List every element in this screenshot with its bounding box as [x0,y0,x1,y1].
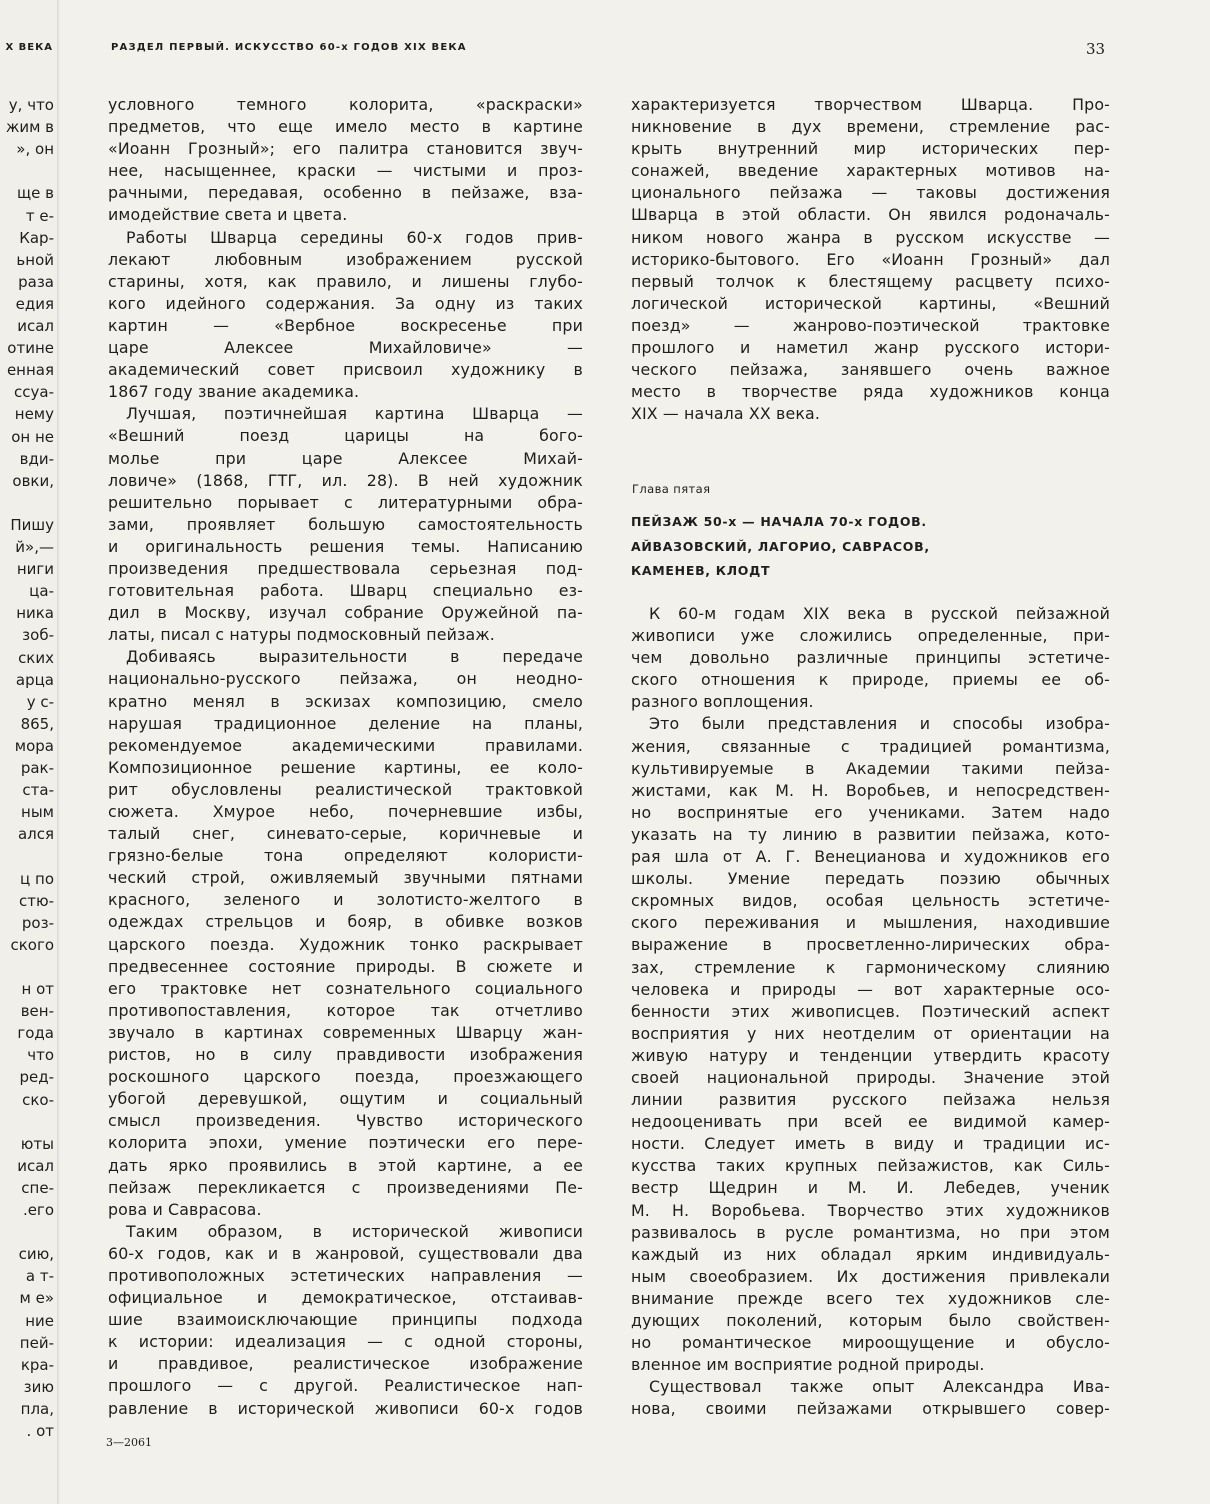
text-line: и оригинальность решения темы. Написанию [108,536,583,556]
previous-page-line: жим в [5,118,54,137]
previous-page-line: отине [7,339,54,358]
text-line: латы, писал с натуры подмосковный пейзаж. [108,625,495,645]
text-line: культивируемые в Академии такими пейза- [631,758,1110,778]
text-line: нарушая традиционное деление на планы, [108,713,583,733]
chapter-title-line: КАМЕНЕВ, КЛОДТ [631,563,771,578]
previous-page-line: у, что [8,96,54,114]
text-line: одеждах стрельцов и бояр, в обивке возков [108,912,583,932]
previous-page-line: енная [6,361,54,380]
text-line: 1867 году звание академика. [108,382,360,402]
text-line: линии развития русского пейзажа нельзя [631,1090,1110,1110]
text-line: выражение в просветленно-лирических обра- [631,935,1110,955]
previous-page-line: арца [15,670,54,689]
text-line: недооценивать при всей ее видимой камер- [631,1112,1110,1132]
text-line: смысл произведения. Чувство исторического [108,1111,583,1131]
previous-page-fragment [0,0,56,1504]
previous-page-line: зию [23,1377,54,1396]
text-line: ным своеобразием. Их достижения привлекали [631,1266,1110,1286]
text-line: прошлого и наметил жанр русского истори- [631,338,1110,358]
previous-page-line: рак- [20,759,54,777]
text-line: ческого пейзажа, занявшего очень важное [631,360,1110,380]
book-gutter [57,0,60,1504]
text-line: вестр Щедрин и М. И. Лебедев, ученик [631,1178,1110,1198]
text-line: поезд» — жанрово-поэтической трактовке [631,315,1110,335]
text-line: кратно менял в эскизах композицию, смело [108,691,583,711]
previous-page-line: мора [14,736,54,755]
previous-page-line: вен- [20,1002,54,1021]
text-line: каждый из них обладал ярким индивидуаль- [631,1244,1110,1264]
text-line: первый толчок к блестящему расцвету психо- [631,271,1110,291]
text-line: Существовал также опыт Александра Ива- [649,1377,1110,1397]
previous-page-line: года [17,1024,54,1043]
text-line: «Иоанн Грозный»; его палитра становится звуч- [108,139,583,159]
text-line: человека и природы — вот характерные осо- [631,979,1110,999]
text-line: академический совет присвоил художнику в [108,360,583,380]
text-line: к истории: идеализация — с одной стороны, [108,1332,583,1352]
text-line: убогой деревушкой, ощутим и социальный [108,1089,583,1109]
text-line: царского поезда. Художник тонко раскрывает [108,934,583,954]
text-line: логической исторической картины, «Вешний [631,293,1110,313]
text-line: XIX — начала XX века. [631,404,821,424]
text-line: зами, проявляет большую самостоятельность [108,514,583,534]
text-line: пейзаж перекликается с произведениями Пе- [108,1177,583,1197]
text-line: жения, связанные с традицией романтизма, [631,736,1110,756]
text-line: нова, своими пейзажами открывшего совер- [631,1399,1110,1419]
previous-page-line: он не [11,427,54,446]
text-line: 60-х годов, как и в жанровой, существовали два [108,1243,583,1263]
text-line: школы. Умение передать поэзию обычных [631,869,1110,889]
text-line: ского переживания и мышления, находившие [631,913,1110,933]
text-line: сюжета. Хмурое небо, почерневшие избы, [108,802,583,821]
text-line: прошлого — с другой. Реалистическое нап- [108,1376,583,1396]
text-line: готовительная работа. Шварц специально ез- [108,581,583,601]
text-line: живую натуру и тенденции утвердить красоту [631,1045,1110,1065]
text-line: «Вешний поезд царицы на бого- [108,426,583,446]
previous-page-line: », он [16,140,54,159]
text-line: произведения предшествовала серьезная под- [108,558,583,578]
printer-signature: 3—2061 [106,1436,152,1449]
chapter-title [631,510,930,584]
text-line: Лучшая, поэтичнейшая картина Шварца — [126,404,583,424]
text-line: восприятия у них неотделим от ориентации на [631,1023,1110,1043]
previous-page-line: юты [20,1134,54,1153]
text-line: Добиваясь выразительности в передаче [126,647,583,667]
text-line: грязно-белые тона определяют колористи- [108,846,583,866]
text-line: чем довольно различные принципы эстетиче- [631,648,1110,668]
text-line: противоположных эстетических направления — [108,1265,583,1285]
text-line: Это были представления и способы изобра- [649,714,1110,734]
text-line: крыть внутренний мир исторических пер- [631,139,1110,159]
text-line: решительно порывает с литературными обра- [108,492,583,512]
previous-page-line: ссуа- [14,383,54,402]
text-line: указать на ту линию в развитии пейзажа, кото- [631,824,1110,844]
previous-page-line: роз- [21,913,54,932]
previous-page-line: ских [18,648,54,667]
previous-page-line: зоб- [22,626,54,645]
text-line: рова и Саврасова. [108,1199,262,1219]
text-line: ционального пейзажа — таковы достижения [631,183,1110,203]
previous-page-line: спе- [21,1178,54,1197]
previous-page-line: исал [17,317,54,335]
text-line: характеризуется творчеством Шварца. Про- [631,95,1110,114]
text-line: но романтическое мироощущение и обусло- [631,1333,1110,1353]
left-text-column [108,94,583,1420]
previous-page-line: ние [25,1311,54,1330]
previous-page-line: ста- [22,781,54,800]
text-line: ловиче» (1868, ГТГ, ил. 28). В ней художник [108,470,583,490]
text-line: молье при царе Алексее Михай- [108,448,583,468]
text-line: рая шла от А. Г. Венецианова и художников его [631,847,1110,867]
text-line: рекомендуемое академическими правилами. [108,735,583,755]
text-line: нее, насыщеннее, краски — чистыми и проз- [108,161,583,181]
previous-page-line: . от [26,1422,54,1440]
previous-page-line: овки, [12,471,54,490]
chapter-label: Глава пятая [632,482,711,496]
text-line: условного темного колорита, «раскраски» [108,95,583,114]
previous-page-running-head: Х ВЕКА [5,42,53,53]
chapter-title-line: АЙВАЗОВСКИЙ, ЛАГОРИО, САВРАСОВ, [631,538,930,554]
previous-page-line: .его [22,1201,54,1219]
previous-page-line: Пишу [10,515,54,534]
previous-page-line: 865, [20,714,54,733]
previous-page-line: ьной [16,250,54,269]
previous-page-line: ниги [16,560,54,579]
previous-page-line: т е- [25,206,54,225]
text-line: официальное и демократическое, отстаивав- [108,1288,583,1308]
previous-page-line: н от [21,980,54,998]
text-line: скромных видов, особая цельность эстетиче- [631,891,1110,911]
text-line: вленное им восприятие родной природы. [631,1355,985,1375]
chapter-title-line: ПЕЙЗАЖ 50-х — НАЧАЛА 70-х ГОДОВ. [631,514,927,529]
text-line: К 60-м годам XIX века в русской пейзажной [649,604,1110,623]
previous-page-line: стю- [18,891,54,910]
text-line: ческий строй, оживляемый звучными пятнами [108,868,583,888]
text-line: предвесеннее состояние природы. В сюжете и [108,956,583,976]
previous-page-line: у с- [26,692,54,711]
previous-page-line: ался [17,825,54,844]
text-line: Композиционное решение картины, ее коло- [108,757,583,777]
text-line: противопоставления, которое так отчетливо [108,1000,583,1020]
previous-page-line: вди- [19,449,54,468]
text-line: зах, стремление к гармоническому слиянию [631,957,1110,977]
previous-page-line: ным [21,803,54,822]
text-line: национально-русского пейзажа, он неодно- [108,669,583,689]
text-line: кусства таких крупных пейзажистов, как Силь- [631,1156,1110,1176]
previous-page-line: ско- [22,1090,54,1109]
text-line: шие взаимоисключающие принципы подхода [108,1310,583,1330]
text-line: царе Алексее Михайловиче» — [108,338,583,358]
text-line: талый снег, синевато-серые, коричневые и [108,824,583,844]
text-line: рит обусловлены реалистической трактовкой [108,779,583,799]
text-line: Работы Шварца середины 60-х годов прив- [126,227,583,247]
text-line: Шварца в этой области. Он явился родоначаль- [631,205,1110,225]
text-line: внимание прежде всего тех художников сле- [631,1288,1110,1308]
text-line: жистами, как М. Н. Воробьев, и непосредствен- [631,780,1110,800]
text-line: имодействие света и цвета. [108,205,348,225]
text-line: равление в исторической живописи 60-х годов [108,1398,583,1418]
text-line: разного воплощения. [631,692,814,712]
previous-page-line: Кар- [19,228,54,247]
text-line: дующих поколений, которым было свойствен- [631,1311,1110,1330]
text-line: его трактовке нет сознательного социального [108,978,583,998]
text-line: лекают любовным изображением русской [108,249,583,269]
text-line: ристов, но в силу правдивости изображения [108,1045,583,1065]
text-line: колорита эпохи, умение поэтически его пере- [108,1133,583,1153]
previous-page-line: ще в [17,184,54,203]
previous-page-line: едия [15,294,54,313]
text-line: М. Н. Воробьева. Творчество этих художников [631,1200,1110,1220]
previous-page-line: а т- [25,1267,54,1286]
previous-page-line: сию, [18,1245,54,1264]
previous-page-line: пей- [19,1333,54,1352]
text-line: историко-бытового. Его «Иоанн Грозный» дал [631,249,1110,269]
text-line: дать ярко проявились в этой картине, а ее [108,1155,583,1175]
previous-page-line: ред- [19,1068,54,1087]
text-line: роскошного царского поезда, проезжающего [108,1067,583,1087]
text-line: никновение в дух времени, стремление рас- [631,117,1110,137]
previous-page-line: м е» [19,1289,54,1308]
text-line: своей национальной природы. Значение этой [631,1067,1110,1087]
text-line: дил в Москву, изучал собрание Оружейной па- [108,603,583,623]
text-line: кого идейного содержания. За одну из таких [108,293,583,313]
text-line: рачными, передавая, особенно в пейзаже, вза- [108,183,583,203]
previous-page-line: ника [16,604,54,623]
text-line: живописи уже сложились определенные, при- [631,626,1110,646]
running-head: РАЗДЕЛ ПЕРВЫЙ. ИСКУССТВО 60-х ГОДОВ XIX ВЕКА [111,42,467,53]
text-line: развивалось в русле романтизма, но при этом [631,1222,1110,1242]
text-line: красного, зеленого и золотисто-желтого в [108,890,583,910]
text-line: но воспринятые его учениками. Затем надо [631,802,1110,822]
text-line: Таким образом, в исторической живописи [126,1221,583,1241]
text-line: бенности этих живописцев. Поэтический аспект [631,1001,1110,1021]
previous-page-line: й»,— [15,538,54,556]
text-line: сонажей, введение характерных мотивов на- [631,161,1110,181]
text-line: ником нового жанра в русском искусстве — [631,227,1110,247]
previous-page-line: раза [18,272,54,291]
right-text-column-bottom [631,603,1110,1420]
previous-page-line: ц по [20,869,54,888]
text-line: старины, хотя, как правило, и лишены глубо- [108,271,583,291]
previous-page-line: что [27,1046,54,1065]
text-line: предметов, что еще имело место в картине [108,117,583,137]
previous-page-line: кра- [20,1355,54,1374]
text-line: картин — «Вербное воскресенье при [108,315,583,335]
previous-page-line: исал [17,1156,54,1175]
right-text-column-top [631,94,1110,425]
text-line: звучало в картинах современных Шварцу жан- [108,1022,583,1042]
previous-page-line: ского [10,935,54,954]
text-line: место в творчестве ряда художников конца [631,382,1110,402]
previous-page-line: нему [14,405,54,424]
previous-page-line: ца- [29,582,54,601]
text-line: и правдивое, реалистическое изображение [108,1354,583,1374]
page-number: 33 [1086,40,1106,58]
text-line: ности. Следует иметь в виду и традиции ис- [631,1134,1110,1154]
text-line: ского отношения к природе, приемы ее об- [631,670,1110,690]
previous-page-line: пла, [20,1399,54,1418]
